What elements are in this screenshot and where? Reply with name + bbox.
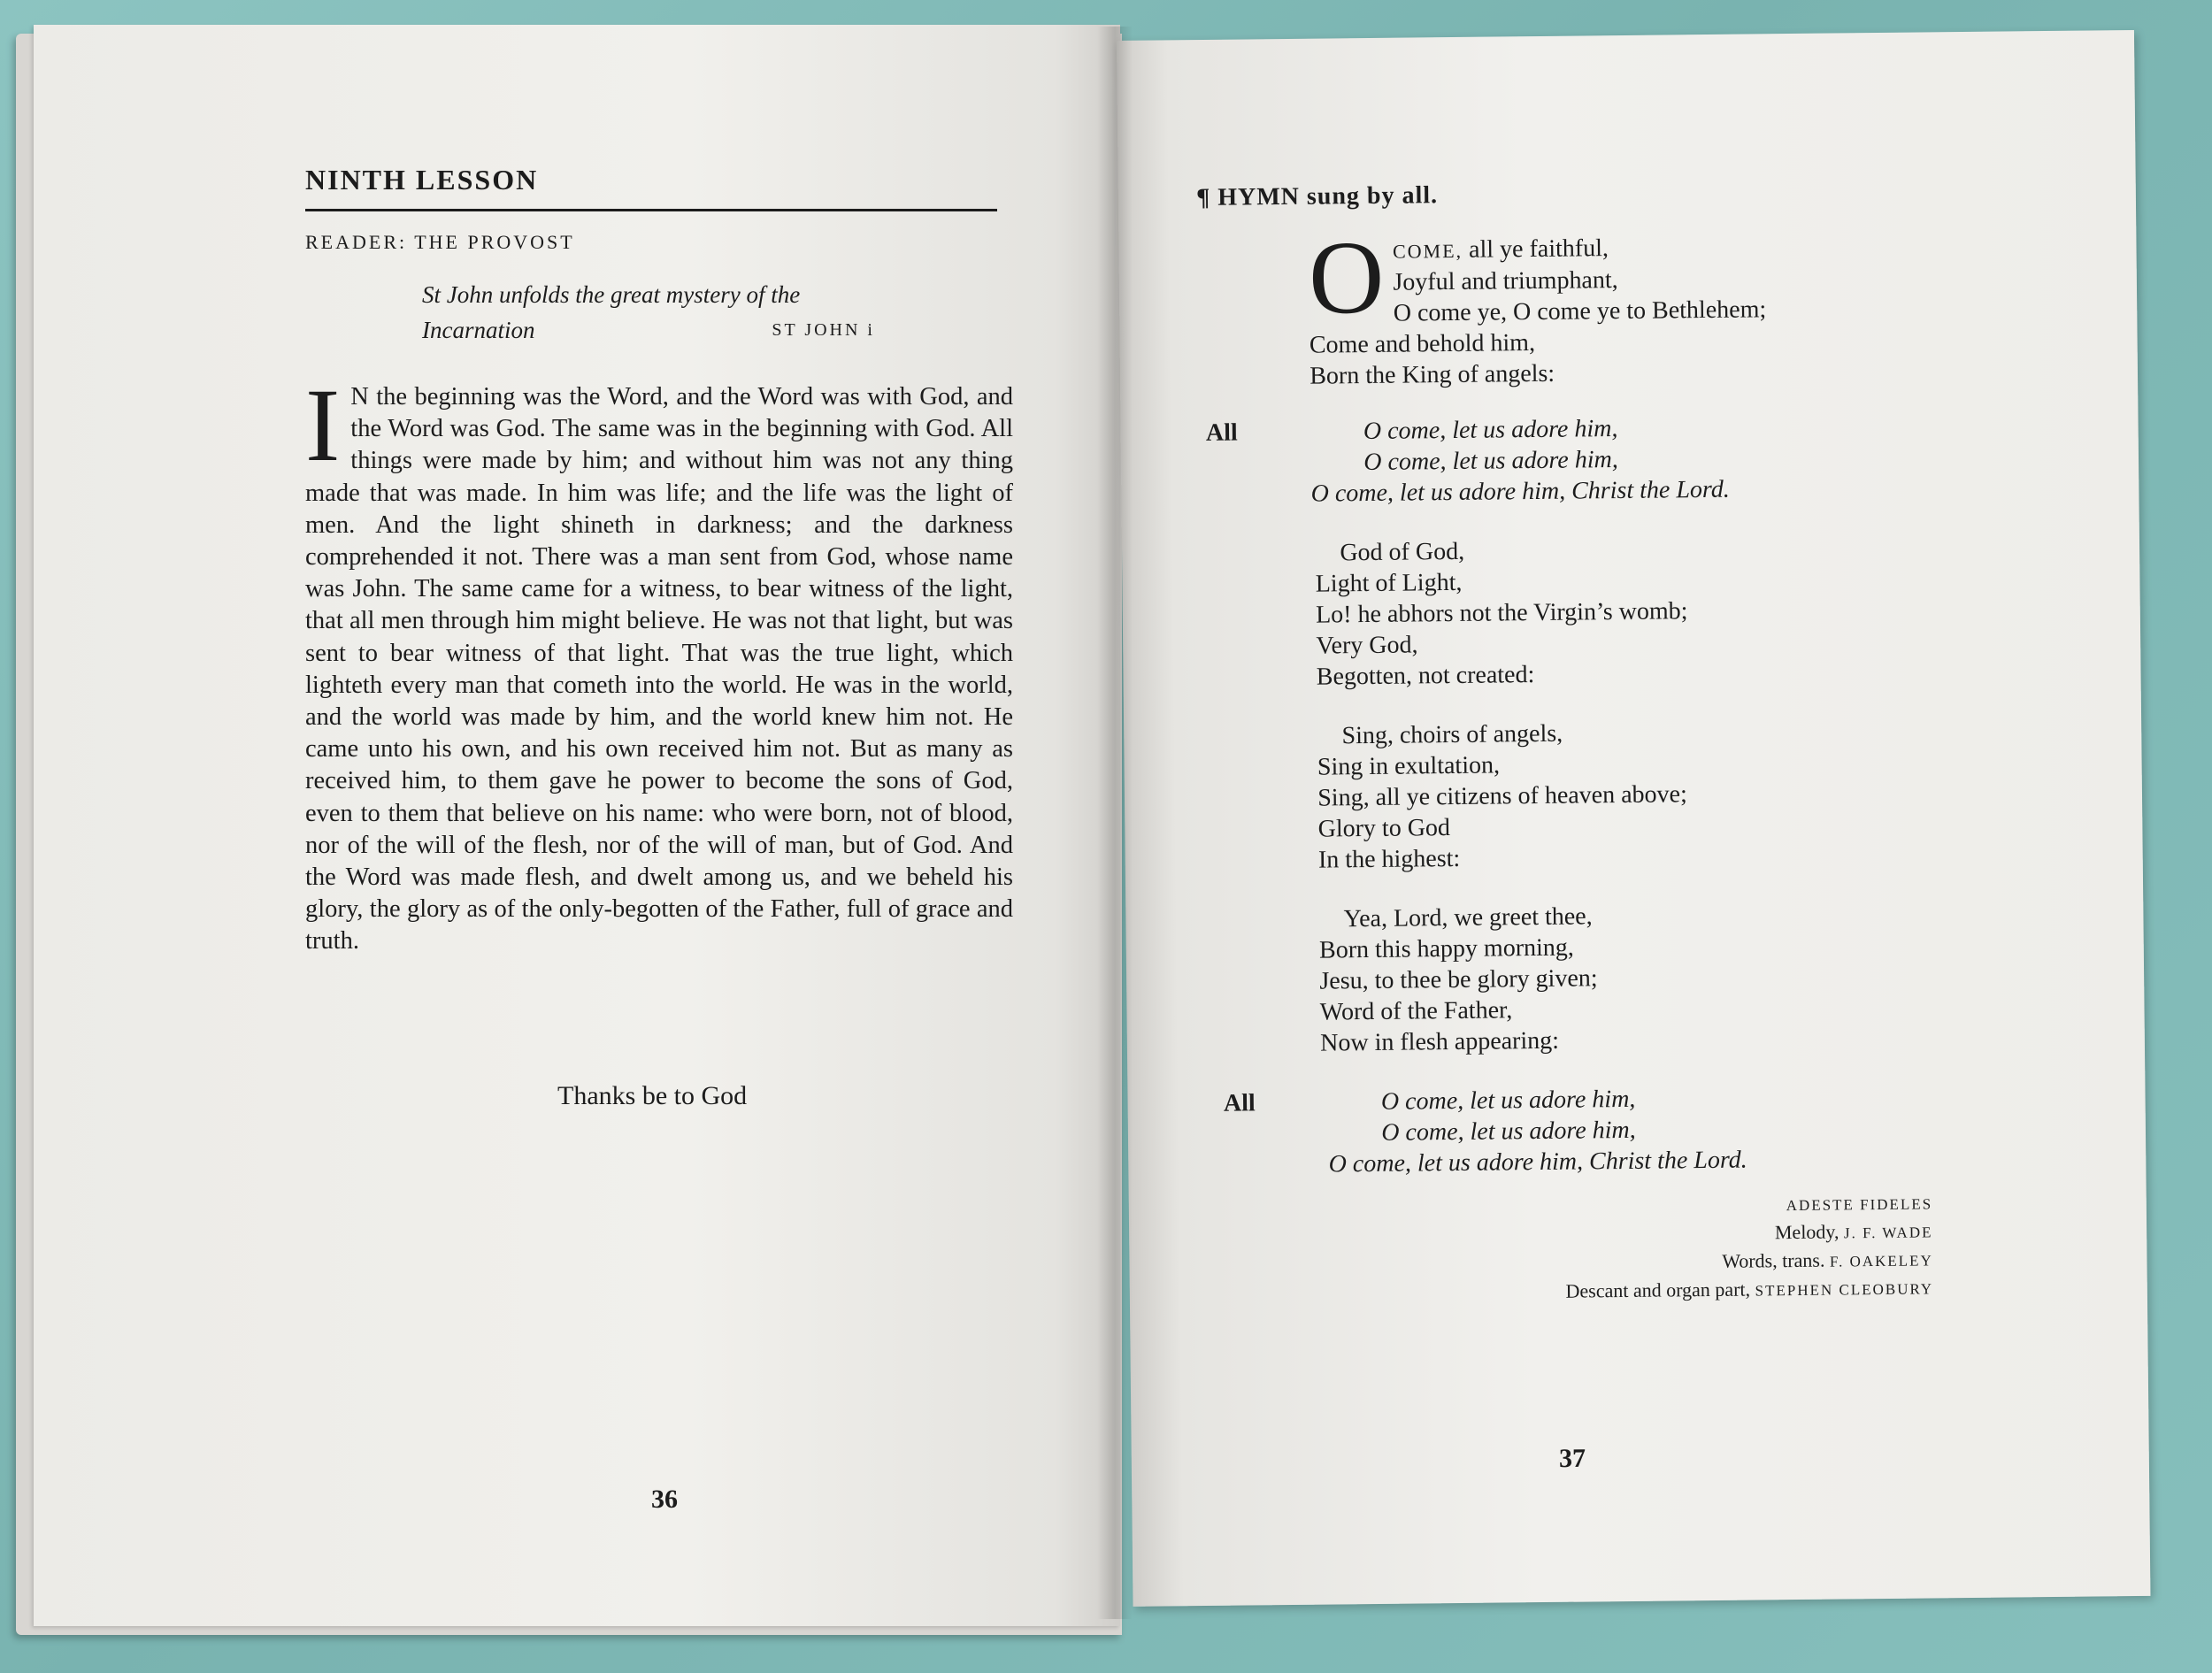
ninth-lesson-section (305, 164, 1013, 958)
reader-line: READER: THE PROVOST (305, 231, 575, 253)
verse-line: Joyful and triumphant, (1393, 266, 1618, 296)
verse-line: Very God, (1316, 631, 1418, 660)
verse-line: Sing in exultation, (1317, 751, 1501, 781)
refrain-line: O come, let us adore him, (1363, 446, 1618, 477)
refrain-line: O come, let us adore him, (1381, 1116, 1636, 1147)
page-number-left: 36 (651, 1485, 678, 1514)
verse-line: Born the King of angels: (1310, 359, 1555, 390)
tune-name: ADESTE FIDELES (1786, 1195, 1933, 1215)
book-gutter (1097, 27, 1133, 1619)
drop-cap-letter: I (305, 367, 341, 483)
lesson-title: NINTH LESSON (305, 164, 539, 196)
verse-line: Light of Light, (1315, 568, 1463, 598)
refrain-line: O come, let us adore him, (1380, 1085, 1636, 1116)
hymn-section (1196, 176, 1986, 1310)
refrain-line: O come, let us adore him, (1363, 415, 1618, 446)
verse-line: Begotten, not created: (1316, 661, 1535, 691)
lesson-text: N the beginning was the Word, and the Word was with God, and the Word was God. The same was in the beginning with God. All things were made by him; and without him was not any thing made that was made. In him was life; and the life was the light of men. And the light shineth in darkness; and the darkness comprehended it not. There was a man sent from God, whose name was John. The same came for a witness, to bear witness of the light, that all men through him might believe. He was not that light, but was sent to bear witness of that light. That was the true light, which lighteth every man that cometh into the world. He was in the world, and the world was made by him, and the world knew him not. He came unto his own, and his own received him not. But as many as received him, to them gave he power to become the sons of God, even to them that believe on his name: who were born, not of blood, nor of the will of the flesh, nor of the will of man, but of God. And the Word was made flesh, and dwelt among us, and we beheld his glory, the glory as of the only-begotten of the Father, full of grace and truth. (305, 383, 1013, 955)
verse-line: COME, all ye faithful, (1392, 234, 1609, 264)
summary-text: St John unfolds the great mystery of the Incarnation (422, 281, 801, 343)
verse-line: Word of the Father, (1319, 996, 1513, 1026)
scripture-reference: ST JOHN i (772, 320, 875, 340)
descant-credit: Descant and organ part, STEPHEN CLEOBURY (1565, 1278, 1934, 1302)
verse-line: Jesu, to thee be glory given; (1319, 964, 1598, 995)
melody-credit: Melody, J. F. WADE (1774, 1220, 1933, 1244)
verse-3 (1317, 714, 1982, 876)
verse-line: Born this happy morning, (1318, 933, 1574, 964)
first-word: COME, (1392, 239, 1463, 263)
verse-line: Come and behold him, (1309, 329, 1536, 359)
verse-line: Sing, choirs of angels, (1341, 719, 1563, 750)
page-number-right: 37 (1558, 1443, 1586, 1474)
all-label: All (1223, 1089, 1256, 1117)
response-text: Thanks be to God (557, 1081, 748, 1110)
verse-line: Lo! he abhors not the Virgin’s womb; (1315, 597, 1688, 629)
verse-2 (1315, 531, 1980, 693)
verse-line: Yea, Lord, we greet thee, (1343, 902, 1593, 933)
lesson-body (305, 367, 1013, 958)
lesson-summary (422, 277, 882, 348)
refrain-1 (1199, 410, 1978, 510)
verse-line: Sing, all ye citizens of heaven above; (1317, 780, 1687, 812)
hymn-credits (1207, 1191, 1933, 1310)
refrain-line: O come, let us adore him, Christ the Lord. (1310, 475, 1730, 508)
verse-line: Glory to God (1317, 814, 1451, 843)
title-rule (305, 209, 997, 211)
refrain-line: O come, let us adore him, Christ the Lord. (1328, 1146, 1747, 1178)
refrain-2 (1206, 1080, 1985, 1181)
verse-line: In the highest: (1317, 844, 1461, 874)
drop-cap-letter: O (1308, 219, 1386, 336)
verse-1 (1308, 219, 1978, 392)
verse-4 (1319, 897, 1985, 1059)
verse-line: O come ye, O come ye to Bethlehem; (1393, 295, 1767, 327)
words-credit: Words, trans. F. OAKELEY (1722, 1248, 1933, 1272)
hymn-heading: ¶ HYMN sung by all. (1196, 181, 1439, 211)
all-label: All (1205, 418, 1238, 447)
verse-line: God of God, (1340, 537, 1465, 567)
verse-line: Now in flesh appearing: (1320, 1026, 1560, 1057)
